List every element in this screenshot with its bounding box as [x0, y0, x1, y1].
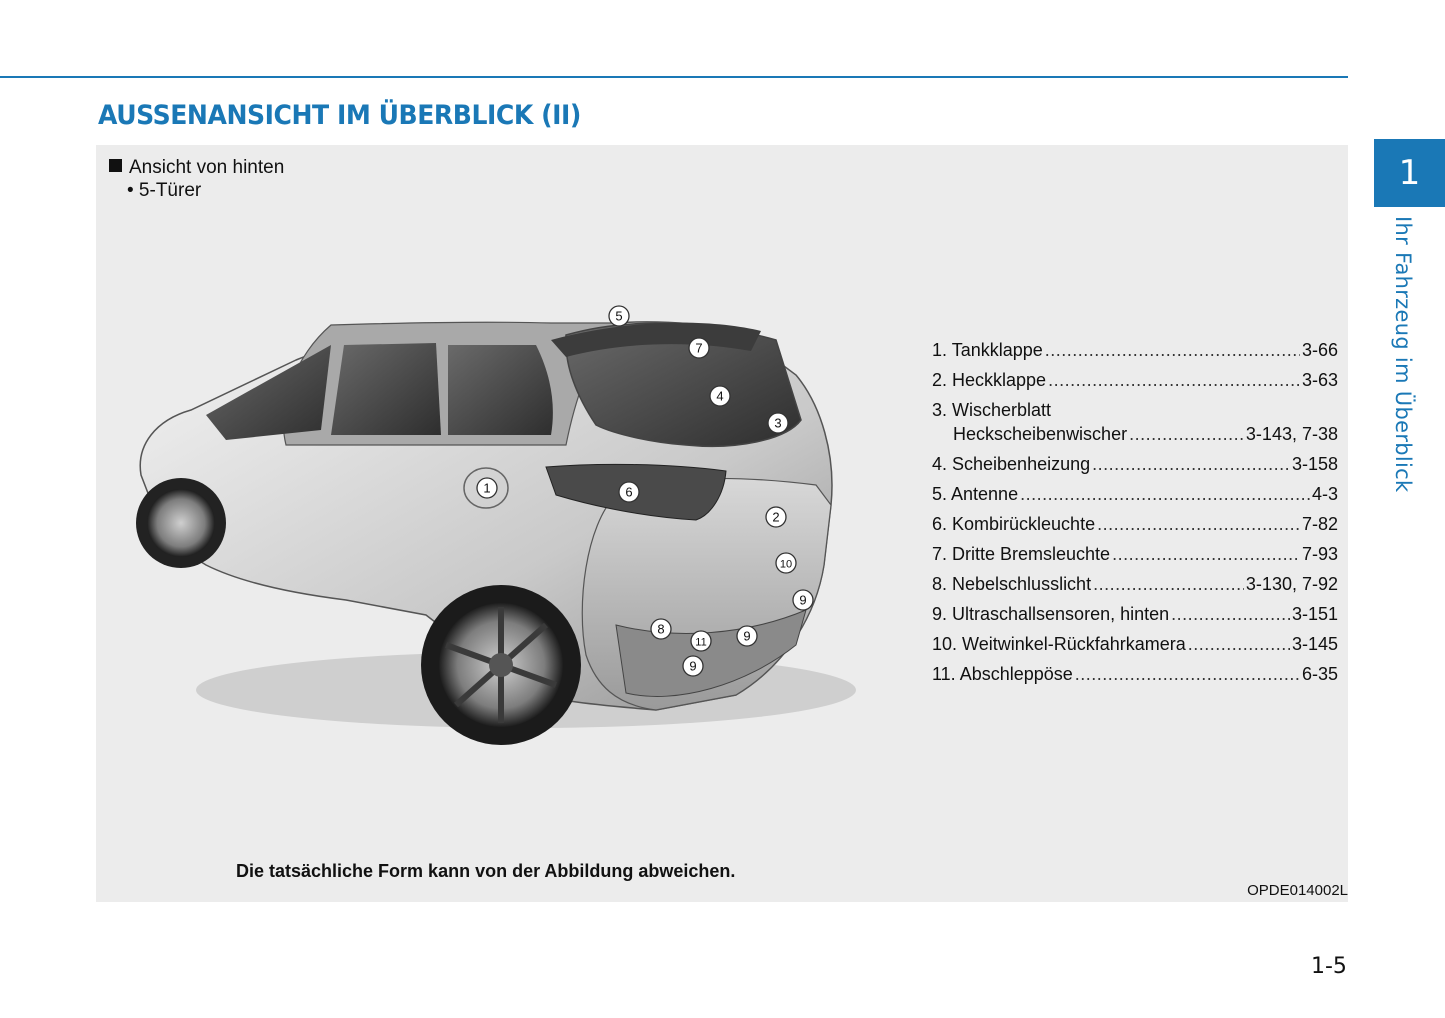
legend-page-ref: 7-93	[1301, 544, 1338, 564]
legend-page-ref: 3-151	[1291, 604, 1338, 624]
svg-text:6: 6	[625, 484, 633, 500]
leader-dots	[1020, 484, 1310, 505]
callout-marker-7	[689, 338, 709, 358]
legend-item[interactable]	[932, 370, 1338, 400]
callout-marker-2	[766, 507, 786, 527]
legend-page-ref: 4-3	[1311, 484, 1338, 504]
callout-marker-6	[619, 482, 639, 502]
legend-item[interactable]	[932, 514, 1338, 544]
rear-wheel-hub	[489, 653, 513, 677]
illustration-panel	[96, 145, 1348, 902]
disclaimer-note: Die tatsächliche Form kann von der Abbildung abweichen.	[236, 861, 736, 881]
legend-page-ref: 3-143, 7-38	[1245, 424, 1338, 444]
legend-label: 6. Kombirückleuchte	[932, 514, 1096, 534]
svg-text:9: 9	[689, 658, 697, 674]
quarter-window	[448, 345, 553, 435]
view-heading-text: Ansicht von hinten	[129, 157, 285, 178]
callout-marker-8	[651, 619, 671, 639]
svg-text:2: 2	[772, 509, 780, 525]
leader-dots	[1045, 340, 1300, 361]
callout-marker-11	[691, 631, 711, 651]
car-rear-illustration	[96, 145, 916, 785]
legend-item[interactable]	[932, 664, 1338, 694]
legend-page-ref: 3-66	[1301, 340, 1338, 360]
callout-marker-9	[737, 626, 757, 646]
page-number: 1-5	[1311, 954, 1347, 979]
legend-page-ref: 6-35	[1301, 664, 1338, 684]
legend-label: 7. Dritte Bremsleuchte	[932, 544, 1111, 564]
svg-text:9: 9	[799, 592, 807, 608]
front-window	[206, 345, 331, 440]
legend-label: 1. Tankklappe	[932, 340, 1043, 360]
leader-dots	[1112, 544, 1300, 565]
leader-dots	[1048, 370, 1300, 391]
svg-text:11: 11	[695, 636, 707, 649]
svg-text:4: 4	[716, 388, 724, 404]
svg-text:1: 1	[483, 480, 491, 496]
legend-label: 4. Scheibenheizung	[932, 454, 1091, 474]
callout-marker-4	[710, 386, 730, 406]
legend-item[interactable]	[932, 604, 1338, 634]
legend-item[interactable]	[932, 544, 1338, 574]
legend-page-ref: 7-82	[1301, 514, 1338, 534]
view-subheading: • 5-Türer	[127, 180, 202, 201]
callout-marker-9	[683, 656, 703, 676]
svg-text:9: 9	[743, 628, 751, 644]
figure-code: OPDE014002L	[1247, 882, 1348, 899]
legend-page-ref: 3-63	[1301, 370, 1338, 390]
svg-text:10: 10	[779, 558, 793, 571]
leader-dots	[1129, 424, 1244, 445]
legend-item[interactable]	[932, 340, 1338, 370]
legend-label: 5. Antenne	[932, 484, 1019, 504]
legend-page-ref: 3-145	[1291, 634, 1338, 654]
legend-item[interactable]	[932, 454, 1338, 484]
chapter-number-tab[interactable]: 1	[1374, 139, 1445, 207]
parts-legend	[932, 340, 1338, 694]
legend-item[interactable]	[932, 400, 1338, 454]
legend-label: 11. Abschleppöse	[932, 664, 1073, 684]
legend-label: 10. Weitwinkel-Rückfahrkamera	[932, 634, 1186, 654]
legend-item[interactable]	[932, 484, 1338, 514]
callout-marker-5	[609, 306, 629, 326]
svg-text:5: 5	[615, 308, 623, 324]
leader-dots	[1171, 604, 1290, 625]
svg-text:7: 7	[695, 340, 703, 356]
svg-text:3: 3	[774, 415, 782, 431]
callout-marker-3	[768, 413, 788, 433]
chapter-side-title: Ihr Fahrzeug im Überblick	[1391, 216, 1415, 493]
callout-marker-1	[477, 478, 497, 498]
legend-label: 2. Heckklappe	[932, 370, 1047, 390]
legend-item[interactable]	[932, 574, 1338, 604]
leader-dots	[1075, 664, 1300, 685]
leader-dots	[1092, 454, 1290, 475]
front-wheel-rim	[147, 489, 215, 557]
leader-dots	[1097, 514, 1300, 535]
legend-page-ref: 3-130, 7-92	[1245, 574, 1338, 594]
legend-label: 3. Wischerblatt	[932, 400, 1052, 420]
rear-door-window	[331, 343, 441, 435]
callout-marker-10	[776, 553, 796, 573]
leader-dots	[1188, 634, 1290, 655]
header-rule	[0, 76, 1348, 78]
legend-page-ref: 3-158	[1291, 454, 1338, 474]
svg-text:8: 8	[657, 621, 665, 637]
page-title: AUSSENANSICHT IM ÜBERBLICK (II)	[98, 100, 581, 131]
legend-label: 8. Nebelschlusslicht	[932, 574, 1092, 594]
leader-dots	[1093, 574, 1244, 595]
callout-marker-9	[793, 590, 813, 610]
legend-item[interactable]	[932, 634, 1338, 664]
legend-label: 9. Ultraschallsensoren, hinten	[932, 604, 1170, 624]
legend-label-continued: Heckscheibenwischer	[953, 424, 1128, 444]
